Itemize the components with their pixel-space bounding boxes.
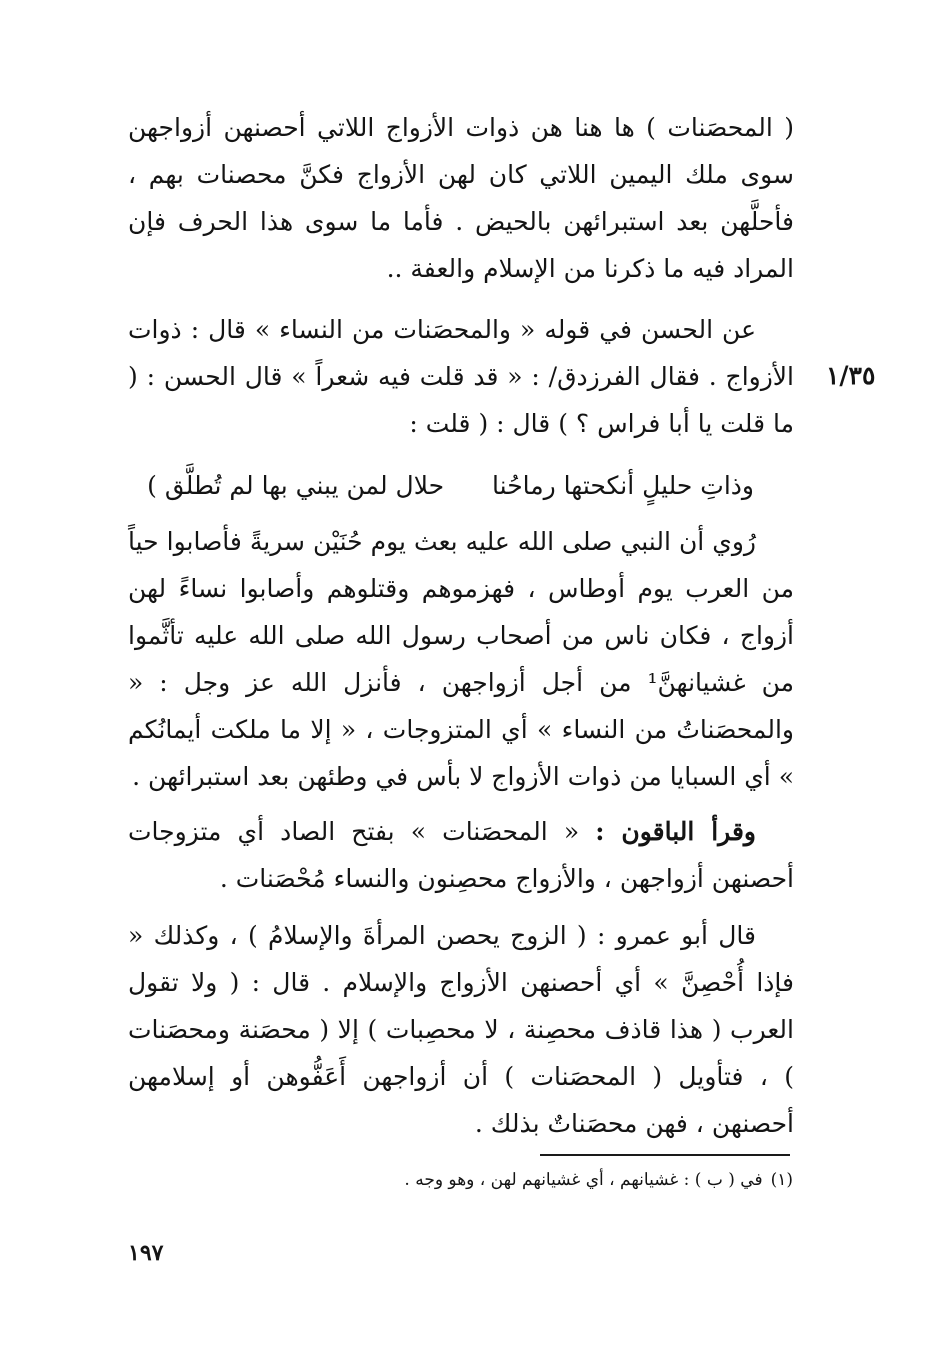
verse-second-hemistich: حلال لمن يبني بها لم تُطلَّق ) (147, 471, 445, 500)
paragraph-1: ( المحصَنات ) ها هنا هن ذوات الأزواج اللاتي أحصنهن أزواجهن سوى ملك اليمين اللاتي كان لهن الأزواج فكنَّ محصنات بهم ، فأحلَّهن بعد استبرائهن بالحيض . فأما ما سوى هذا الحرف فإن المراد فيه ما ذكرنا من الإسلام والعفة .. (128, 113, 794, 283)
margin-reference: ١/٣٥ (826, 361, 876, 390)
footnote (300, 1166, 793, 1194)
paragraph-3: رُوي أن النبي صلى الله عليه بعث يوم حُنَيْن سريةً فأصابوا حياً من العرب يوم أوطاس ، فهزموهم وقتلوهم وأصابوا نساءً لهن أزواج ، فكان ناس من أصحاب رسول الله صلى الله عليه تأثَّموا من غشيانهنَّ¹ من أجل أزواجهن ، فأنزل الله عز وجل : « والمحصَناتُ من النساء » أي المتزوجات ، « إلا ما ملكت أيمانُكم » أي السبايا من ذوات الأزواج لا بأس في وطئهن بعد استبرائهن . (128, 527, 795, 791)
paragraph-5: قال أبو عمرو : ( الزوج يحصن المرأةَ والإسلامُ ) ، وكذلك « فإذا أُحْصِنَّ » أي أحصنهن الأزواج والإسلام . قال : ( ولا تقول العرب ( هذا قاذف محصِنة ، لا محصِبات ) إلا ( محصَنة ومحصَنات ) ، فتأويل ( المحصَنات ) أن أزواجهن أَعَفُّوهن أو إسلامهن أحصنهن ، فهن محصَناتٌ بذلك . (128, 921, 794, 1138)
verse-first-hemistich: وذاتِ حليلٍ أنكحتها رماحُنا (492, 471, 754, 500)
paragraph-4-text: « المحصَنات » بفتح الصاد أي متزوجات أحصنهن أزواجهن ، والأزواج محصِنون والنساء مُحْصَنات . (128, 817, 794, 893)
poetry-verse (128, 462, 794, 509)
footnote-number: (١) (770, 1170, 793, 1190)
footnote-separator (540, 1154, 790, 1156)
page-number: ١٩٧ (128, 1240, 164, 1266)
footnote-text: في ( ب ) : غشيانهم ، أي غشيانهم لهن ، وهو وجه . (404, 1170, 763, 1190)
paragraph-2: عن الحسن في قوله « والمحصَنات من النساء » قال : ذوات الأزواج . فقال الفرزدق/ : « قد قلت فيه شعراً » قال الحسن : ( ما قلت يا أبا فراس ؟ ) قال : ( قلت : (128, 315, 794, 438)
paragraph-4 (128, 808, 794, 902)
readers-label: وقرأ الباقون : (595, 817, 756, 846)
